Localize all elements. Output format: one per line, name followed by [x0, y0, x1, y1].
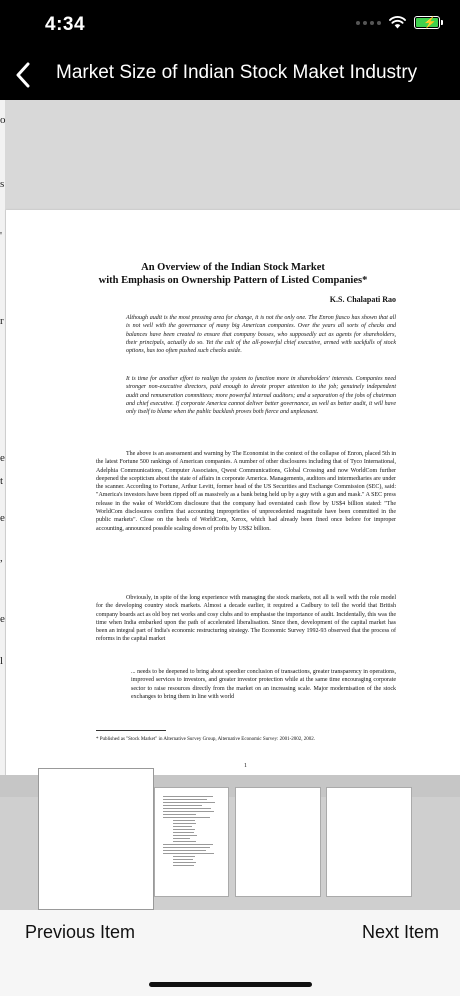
previous-item-button[interactable]: Previous Item: [25, 922, 136, 942]
previous-page-edge: [0, 100, 5, 775]
chevron-left-icon: [15, 62, 31, 88]
page-edge-char: r: [0, 315, 4, 327]
epigraph-paragraph-2: It is time for another effort to realign the system to function more in shareholders' interests. Companies need stronger non-executive directors, paid enough to devote proper attention to the job; genuinely independent audit and remuneration committees; more powerful internal auditors; and a separation of the jobs of chairman and chief executive. If corporate America cannot deliver better governance, as well as better audit, it will have only itself to blame when the public backlash proves both fierce and unpleasant.: [126, 376, 396, 416]
home-indicator[interactable]: [149, 982, 312, 987]
thumbnail-text-preview: [163, 796, 218, 868]
footnote-divider: [96, 730, 166, 731]
document-title-line-1: An Overview of the Indian Stock Market: [141, 262, 325, 273]
next-item-button[interactable]: Next Item: [361, 922, 439, 942]
body-paragraph-1: The above is an assessment and warning by The Economist in the context of the collapse of Enron, placed 5th in the latest Fortune 500 rankings of American companies. A number of other disclosures including that of Tyco International, Adelphia Communications, Computer Associates, Qwest Communications, Global Crossing and now WorldCom further deepened the scepticism about the state of affairs in corporate America. Managements, auditors and intermediaries are under the scanner. According to Fortune, Arthur Levitt, former head of the US Securities and Exchange Commission (SEC), said: "America's investors have been ripped off as massively as a bank being held up by a guy with a gun and mask." A SEC press release in the wake of WorldCom disclosure that the company had overstated cash flow by US$4 billion stated: "The WorldCom disclosures confirm that accounting improprieties of unprecedented magnitude have been committed in the public markets". Close on the heels of WorldCom, Xerox, which had already been fined once before for improper accounting, announced possible scaling down of profits by US$2 billion.: [96, 451, 396, 532]
page-edge-char: e: [0, 613, 5, 625]
charging-bolt-icon: ⚡: [423, 17, 437, 29]
thumbnail-page-3[interactable]: [235, 787, 321, 897]
page-edge-char: o: [0, 114, 6, 126]
thumbnail-page-1[interactable]: [38, 768, 154, 910]
page-edge-char: l: [0, 655, 4, 667]
thumbnail-page-2[interactable]: [154, 787, 229, 897]
back-button[interactable]: [8, 58, 38, 92]
battery-icon: [414, 16, 440, 29]
status-icons: [356, 16, 440, 29]
app-header: [0, 0, 460, 100]
body-quote-paragraph: ... needs to be deepened to bring about speedier conclusion of transactions, greater transparency in operations, improved services to investors, and greater investor protection while at the same time encouraging corporate sector to raise resources directly from the market on an increasing scale. Major modernisation of the stock exchanges to bring them in line with world: [131, 669, 396, 700]
cellular-signal-icon: [356, 21, 381, 25]
footnote: * Published as "Stock Market" in Alternative Survey Group, Alternative Economic Survey: 2001-2002, 2002.: [96, 737, 316, 742]
page-edge-char: ': [0, 230, 2, 242]
page-edge-char: e: [0, 512, 5, 524]
page-edge-char: e: [0, 452, 5, 464]
page-number: 1: [244, 763, 247, 769]
page-title: Market Size of Indian Stock Maket Industry: [56, 62, 418, 83]
document-viewer[interactable]: [0, 100, 460, 775]
document-author: K.S. Chalapati Rao: [329, 295, 396, 304]
document-page[interactable]: [6, 210, 460, 775]
thumbnail-bar[interactable]: [0, 775, 460, 910]
wifi-icon: [389, 16, 406, 29]
document-title-line-2: with Emphasis on Ownership Pattern of Listed Companies*: [98, 275, 368, 286]
page-edge-char: t: [0, 475, 4, 487]
page-edge-char: ,: [0, 552, 3, 564]
body-paragraph-2: Obviously, in spite of the long experience with managing the stock markets, not all is well with the role model for the developing country stock markets. Almost a decade earlier, it required a Cadbury to tell the world that British company boards act as old boy net works and cosy clubs and to emphasise the importance of audit. Incidentally, this was the time when India embarked upon the path of accelerated liberalisation. Since then, development of the capital market has been an integral part of India's economic restructuring strategy. The Economic Survey 1992-93 observed that the process of reforms in the capital market: [96, 595, 396, 643]
epigraph-paragraph-1: Although audit is the most pressing area for change, it is not the only one. The Enron fiasco has shown that all is not well with the governance of many big American companies. Over the years all sorts of checks and balances have been created to ensure that company bosses, who supposedly act as agents for shareholders, their principals, actually do so. Yet the cult of the all-powerful chief executive, armed with sackfulls of stock options, has too often pushed such checks aside.: [126, 315, 396, 355]
page-edge-char: s: [0, 178, 5, 190]
bottom-navigation-bar: [0, 910, 460, 996]
status-time: 4:34: [45, 14, 86, 35]
thumbnail-page-4[interactable]: [326, 787, 412, 897]
